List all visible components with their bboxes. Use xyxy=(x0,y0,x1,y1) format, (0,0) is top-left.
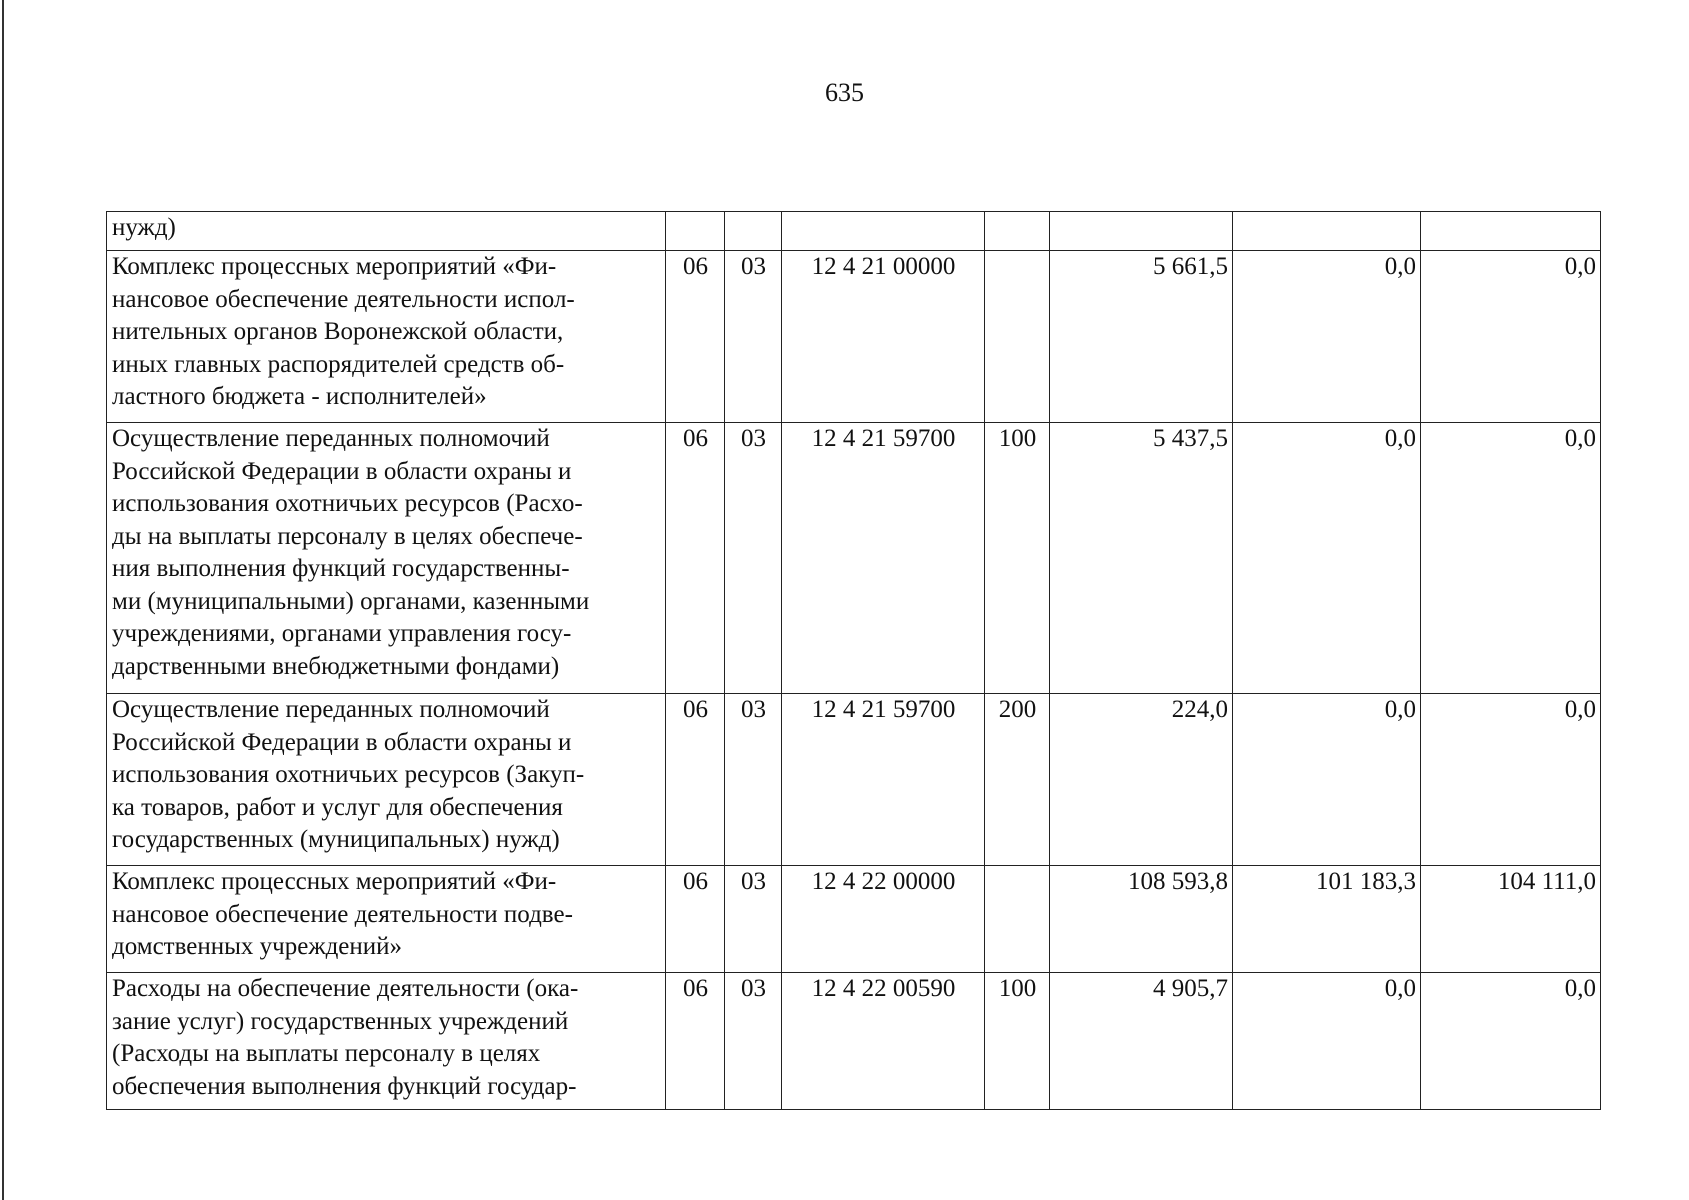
description-line: нансовое обеспечение деятельности испол- xyxy=(112,285,575,313)
description-line: ды на выплаты персоналу в целях обеспече- xyxy=(112,522,583,550)
expense-type-cell xyxy=(985,212,1050,251)
subsection-code-cell: 03 xyxy=(725,423,782,694)
amount-year1-cell: 224,0 xyxy=(1050,694,1233,866)
amount-year1-cell: 5 437,5 xyxy=(1050,423,1233,694)
amount-year3-cell: 0,0 xyxy=(1421,251,1601,423)
amount-year2-cell: 101 183,3 xyxy=(1233,866,1421,973)
description-line: ка товаров, работ и услуг для обеспечения xyxy=(112,793,563,821)
description-line: нужд) xyxy=(112,214,176,241)
target-article-cell: 12 4 21 59700 xyxy=(782,694,985,866)
description-line: обеспечения выполнения функций государ- xyxy=(112,1072,577,1100)
description-line: нансовое обеспечение деятельности подве- xyxy=(112,900,573,928)
description-line: использования охотничьих ресурсов (Закуп- xyxy=(112,761,585,788)
subsection-code-cell xyxy=(725,212,782,251)
target-article-cell: 12 4 22 00000 xyxy=(782,866,985,973)
amount-year1-cell: 108 593,8 xyxy=(1050,866,1233,973)
row-description xyxy=(107,212,666,251)
section-code-cell: 06 xyxy=(666,423,725,694)
amount-year3-cell: 0,0 xyxy=(1421,694,1601,866)
description-line: ластного бюджета - исполнителей» xyxy=(112,383,487,410)
description-line: ния выполнения функций государственны- xyxy=(112,555,570,582)
description-line: нительных органов Воронежской области, xyxy=(112,318,564,345)
row-description xyxy=(107,423,666,694)
description-line: (Расходы на выплаты персоналу в целях xyxy=(112,1040,541,1067)
section-code-cell: 06 xyxy=(666,866,725,973)
description-line: иных главных распорядителей средств об- xyxy=(112,350,565,378)
amount-year2-cell: 0,0 xyxy=(1233,694,1421,866)
section-code-cell: 06 xyxy=(666,973,725,1110)
target-article-cell xyxy=(782,212,985,251)
budget-table xyxy=(106,211,1601,1110)
amount-year3-cell: 0,0 xyxy=(1421,423,1601,694)
amount-year1-cell: 4 905,7 xyxy=(1050,973,1233,1110)
expense-type-cell xyxy=(985,866,1050,973)
target-article-cell: 12 4 21 59700 xyxy=(782,423,985,694)
table-row xyxy=(107,423,1601,694)
scan-edge xyxy=(2,0,4,1200)
row-description xyxy=(107,866,666,973)
expense-type-cell: 100 xyxy=(985,423,1050,694)
target-article-cell: 12 4 22 00590 xyxy=(782,973,985,1110)
expense-type-cell xyxy=(985,251,1050,423)
description-line: государственных (муниципальных) нужд) xyxy=(112,826,560,853)
page-number: 635 xyxy=(825,78,864,107)
subsection-code-cell: 03 xyxy=(725,866,782,973)
description-line: Российской Федерации в области охраны и xyxy=(112,457,572,485)
amount-year3-cell: 0,0 xyxy=(1421,973,1601,1110)
amount-year1-cell xyxy=(1050,212,1233,251)
amount-year2-cell: 0,0 xyxy=(1233,423,1421,694)
row-description xyxy=(107,251,666,423)
description-line: учреждениями, органами управления госу- xyxy=(112,620,572,647)
subsection-code-cell: 03 xyxy=(725,251,782,423)
description-line: использования охотничьих ресурсов (Расхо- xyxy=(112,490,583,517)
section-code-cell xyxy=(666,212,725,251)
description-line: Комплекс процессных мероприятий «Фи- xyxy=(112,253,557,280)
amount-year3-cell: 104 111,0 xyxy=(1421,866,1601,973)
table-row xyxy=(107,866,1601,973)
table-row xyxy=(107,973,1601,1110)
row-description xyxy=(107,694,666,866)
amount-year3-cell xyxy=(1421,212,1601,251)
amount-year2-cell: 0,0 xyxy=(1233,973,1421,1110)
description-line: Российской Федерации в области охраны и xyxy=(112,728,572,756)
description-line: дарственными внебюджетными фондами) xyxy=(112,652,560,680)
subsection-code-cell: 03 xyxy=(725,694,782,866)
amount-year1-cell: 5 661,5 xyxy=(1050,251,1233,423)
table-body xyxy=(107,212,1601,1110)
section-code-cell: 06 xyxy=(666,694,725,866)
description-line: Комплекс процессных мероприятий «Фи- xyxy=(112,868,557,895)
table-row xyxy=(107,251,1601,423)
description-line: домственных учреждений» xyxy=(112,933,403,960)
row-description xyxy=(107,973,666,1110)
description-line: Расходы на обеспечение деятельности (ока- xyxy=(112,975,579,1002)
subsection-code-cell: 03 xyxy=(725,973,782,1110)
expense-type-cell: 100 xyxy=(985,973,1050,1110)
description-line: зание услуг) государственных учреждений xyxy=(112,1007,569,1035)
description-line: Осуществление переданных полномочий xyxy=(112,696,550,723)
amount-year2-cell: 0,0 xyxy=(1233,251,1421,423)
expense-type-cell: 200 xyxy=(985,694,1050,866)
section-code-cell: 06 xyxy=(666,251,725,423)
amount-year2-cell xyxy=(1233,212,1421,251)
table-row xyxy=(107,212,1601,251)
description-line: ми (муниципальными) органами, казенными xyxy=(112,587,590,615)
target-article-cell: 12 4 21 00000 xyxy=(782,251,985,423)
table-row xyxy=(107,694,1601,866)
description-line: Осуществление переданных полномочий xyxy=(112,425,550,452)
